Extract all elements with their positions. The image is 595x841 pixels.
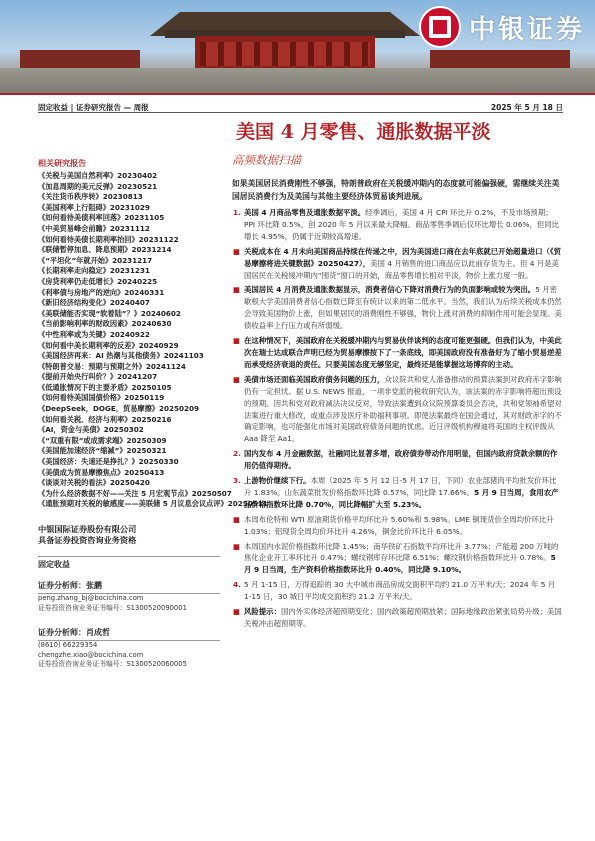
related-report-link[interactable]: 《美国利率上行阻碍》20231029	[38, 202, 150, 212]
report-date: 2025 年 5 月 18 日	[490, 103, 563, 112]
content-item	[232, 579, 562, 603]
related-report-link[interactable]: 《房贷利率仍走低增长》20240225	[38, 276, 158, 286]
related-report-link[interactable]: 《中性利率或为关键》20240922	[38, 329, 150, 339]
report-type: 固定收益 | 证券研究报告 — 周报	[38, 103, 149, 112]
item-text: 国内外实体经济超预期变化；国内政策超预期放紧；国际地缘政治紧张局势升级；美国关税冲击超预期等。	[244, 607, 562, 628]
content-item	[232, 541, 562, 577]
content-items	[232, 207, 562, 630]
item-highlight: 国内发布 4 月金融数据，社融同比显著多增，政府债券带动作用明显，但国内政府贷款余额的作用仍值得期待。	[244, 449, 558, 471]
analyst-name: 证券分析师：肖成哲	[38, 627, 220, 641]
related-report-link[interactable]: 《如何看待美国国债价格》20250119	[38, 393, 165, 403]
content-item	[232, 246, 562, 282]
divider	[38, 112, 563, 113]
content-item	[232, 207, 562, 243]
item-text: 5 月密歇根大学美国消费者信心指数已降至有统计以来的第二低水平。当然，我们认为后续关税成本仍然会导致美国物价上涨，但如果居民的消费刚性不够强，物价上涨对消费的抑制作用可能会显现。美债收益率上行压力或有所弱缓。	[244, 285, 562, 331]
related-report-link[interactable]: 《“双重有限”或成需求端》20250309	[38, 435, 167, 445]
palace-courtyard	[0, 68, 595, 93]
related-report-link[interactable]: 《谈谈对关税的看法》20250420	[38, 478, 150, 488]
related-report-link[interactable]: 《AI，资金与美债》20250302	[38, 425, 144, 435]
related-report-link[interactable]: 《如何看待美债利率回落》20231105	[38, 213, 165, 223]
related-report-link[interactable]: 《提前开始央行叫价？》20241207	[38, 372, 158, 382]
item-highlight: 上游物价继续下行。	[244, 476, 311, 486]
bullet-marker: ■	[233, 374, 240, 384]
content-item	[232, 448, 562, 472]
related-report-link[interactable]: 《如何看待美债长期利率抬回》20231122	[38, 234, 179, 244]
page-subtitle: 高频数据扫描	[232, 153, 301, 167]
company-name: 中银国际证券股份有限公司	[38, 524, 137, 534]
related-report-link[interactable]: 《美债成为贸易摩擦焦点》20250413	[38, 467, 165, 477]
item-highlight: 5 月 9 日当周，食用农产品价格指数环比降 0.70%，同比降幅扩大至 5.23%。	[244, 487, 559, 509]
item-highlight: 关税成本在 4 月未向美国商品持续在传递之中，因为美国进口商在去年底就已开始超量进口（《贸易摩擦将进关键数据》20250427），	[244, 246, 561, 268]
page-title: 美国 4 月零售、通胀数据平淡	[236, 121, 491, 143]
content-item	[232, 335, 562, 371]
item-text: 本周国内水泥价格指数环比降 1.45%；南华铁矿石指数平均环比升 3.77%；产能超 200 万吨的焦化企业开工率环比升 0.47%；螺纹钢库存环比降 6.51%；螺纹钢价格指数环比升 0.78%。	[244, 541, 559, 563]
bullet-marker: 1.	[233, 208, 241, 217]
bullet-marker: ■	[233, 336, 240, 346]
bullet-marker: ■	[233, 607, 240, 617]
bullet-marker: ■	[233, 514, 240, 524]
analyst-license: 证券投资咨询业务证书编号：S1300520090001	[38, 603, 187, 612]
company-license: 具备证券投资咨询业务资格	[38, 535, 137, 545]
content-item	[232, 374, 562, 445]
related-heading: 相关研究报告	[38, 159, 86, 168]
analyst-license: 证券投资咨询业务证书编号：S1300520060005	[38, 660, 187, 669]
related-report-link[interactable]: 《如何看中美长期利率的反差》20240929	[38, 340, 179, 350]
item-highlight: 美国 4 月商品零售及通胀数据平淡。	[244, 208, 366, 217]
bullet-marker: ■	[233, 246, 240, 256]
palace-wing-right	[430, 50, 570, 70]
palace-columns	[200, 42, 370, 66]
bank-of-china-icon	[419, 6, 461, 48]
related-report-link[interactable]: 《如何看关税、经济与利率》20250216	[38, 414, 172, 424]
header-banner-image	[0, 0, 595, 93]
item-highlight: 在这种情况下，美国政府在关税缓冲期内与贸易伙伴谈判的态度可能更强硬。但我们认为，中美此次在瑞士达成联合声明已经为贸易摩擦按下了一条底线，即美国政府没有准备好为了缩小贸易逆差而承受经济衰退的责任。只要美国态度无够坚定，最终还是能掌握这场博弈的主动。	[244, 336, 562, 369]
bullet-marker: 2.	[233, 449, 241, 459]
item-text: 经季调后，美国 4 月 CPI 环比升 0.2%，不及市场预期；PPI 环比降 0.5%，创 2020 年 5 月以来最大降幅。商品零售季调后仅环比增长 0.06%，但同比增长 4.95%，仍属于近期较高增速。	[244, 208, 560, 241]
bullet-marker: ■	[233, 285, 240, 295]
content-item	[232, 475, 562, 511]
related-report-link[interactable]: 《利率债与房地产的逆向》20240331	[38, 287, 165, 297]
bullet-marker: 4.	[233, 580, 241, 590]
related-report-link[interactable]: 《联储暂停加息、降息预期》20231214	[38, 245, 172, 255]
item-text: 美国 4 月销售的进口商品应以此前存货为主。但 4 月是美国居民在关税缓冲期内“囤货”窗口的开始，商品零售增长相对平淡，物价上涨力度一般。	[244, 258, 559, 280]
related-report-link[interactable]: 《新旧经济结构变化》20240407	[38, 298, 150, 308]
item-text: 本周布伦特和 WTI 原油期货价格平均环比升 5.60%和 5.98%。LME 铜现货价全周均价环比升 1.03%；铝现货全周均价环比升 4.26%，铜金比价环比升 6.05%。	[244, 514, 554, 536]
item-text: 众议院共和党人准备推动的预算法案到对政府赤字影响仍有一定担忧。据 U.S. NEWS 报道，一项非党派的税收研究认为，该法案的赤字影响将超出预设的预期。因共和党对政府减法决议反对，导致法案遭到众议院预算委员会否决，共和党领袖希望对法案进行重大修改，或重点涉及医疗补助福利事项。即使法案最终在国会通过，其对财政赤字的不确定影响，也可能强化市场对美国政府债务问题的忧虑。近日评级机构穆迪将美国的主权评级从 Aaa 降至 Aa1。	[244, 374, 562, 444]
related-report-link[interactable]: 《关注货币秩序转》20230813	[38, 192, 143, 202]
bullet-marker: ■	[233, 541, 240, 551]
related-report-link[interactable]: 《通胀预期对关税的敏感度——美联储 5 月议息会议点评》20250511	[38, 499, 268, 509]
logo-text: 中银证券	[468, 14, 585, 45]
main-content	[232, 178, 562, 633]
related-report-link[interactable]: 《长期利率走向稳定》20231231	[38, 266, 150, 276]
related-report-link[interactable]: 《中美贸易峰会前瞻》20231112	[38, 223, 150, 233]
related-report-link[interactable]: 《加息周期的美元反弹》20230521	[38, 181, 158, 191]
bullet-marker: 3.	[233, 476, 241, 486]
related-report-link[interactable]: 《美国能加速经济“缩减”》20250321	[38, 446, 167, 456]
item-highlight: 5 月 9 日当周，生产资料价格指数环比升 0.40%，同比降 9.10%。	[244, 553, 556, 575]
item-highlight: 美债市场还面临美国政府债务问题的压力，	[244, 374, 385, 384]
item-text: 本周（2025 年 5 月 12 日-5 月 17 日，下同）农业部猪肉平均批发价环比升 1.83%。山东蔬菜批发价格指数环比降 0.57%，同比降 17.66%。	[244, 476, 557, 497]
related-report-link[interactable]: 《DeepSeek，DOGE，贸易摩擦》20250209	[38, 404, 199, 414]
related-report-link[interactable]: 《美国经济再来：AI 热潮与其他债务》20241103	[38, 351, 204, 361]
lead-paragraph: 如果美国居民消费刚性不够强，特朗普政府在关税缓冲期内的态度就可能偏强硬，需继续关注美国居民消费行为及美国与其他主要经济体贸易谈判进展。	[232, 179, 560, 201]
related-report-link[interactable]: 《为什么经济数据不好——关注 5 月宏观节点》20250507	[38, 488, 232, 498]
related-report-link[interactable]: 《关税与美国自然利率》20230402	[38, 171, 158, 180]
related-report-link[interactable]: 《当前影响利率的财政因素》20240630	[38, 319, 172, 329]
analyst-phone: (8610) 66229354	[38, 641, 98, 650]
brand-logo	[419, 6, 585, 48]
analyst-email[interactable]: peng.zhang_bj@bocichina.com	[38, 594, 144, 602]
item-highlight: 风险提示：	[244, 607, 281, 617]
item-text: 5 月 1-15 日，万得追踪的 30 大中城市商品房成交面积平均约 21.0 万平米/天；2024 年 5 月 1-15 日，30 城日平均成交面积约 21.2 万平米/天。	[244, 580, 556, 602]
related-report-link[interactable]: 《特朗普交易：预期与预期之外》20241124	[38, 361, 186, 371]
content-item	[232, 514, 562, 538]
company-info	[38, 524, 220, 546]
related-report-link[interactable]: 《美联储能否实现“软着陆”？》20240602	[38, 308, 181, 318]
related-report-link[interactable]: 《美国经济：失速还是挣扎？》20250330	[38, 457, 179, 467]
section-label: 固定收益	[38, 556, 220, 570]
content-item	[232, 284, 562, 332]
analyst-name: 证券分析师：张鹏	[38, 580, 220, 594]
related-report-link[interactable]: 《“平坦化”年就开始》20231217	[38, 255, 153, 265]
palace-wing-left	[20, 50, 140, 70]
header-rule	[0, 93, 595, 95]
content-item	[232, 606, 562, 630]
item-highlight: 美国居民 4 月消费及通胀数据显示，消费者信心下降对消费行为的负面影响或较为突出。	[244, 285, 536, 295]
related-list	[38, 171, 268, 510]
related-report-link[interactable]: 《低通胀情况下的主要矛盾》20250105	[38, 382, 172, 392]
analyst-email[interactable]: chengzhe.xiao@bocichina.com	[38, 650, 144, 659]
